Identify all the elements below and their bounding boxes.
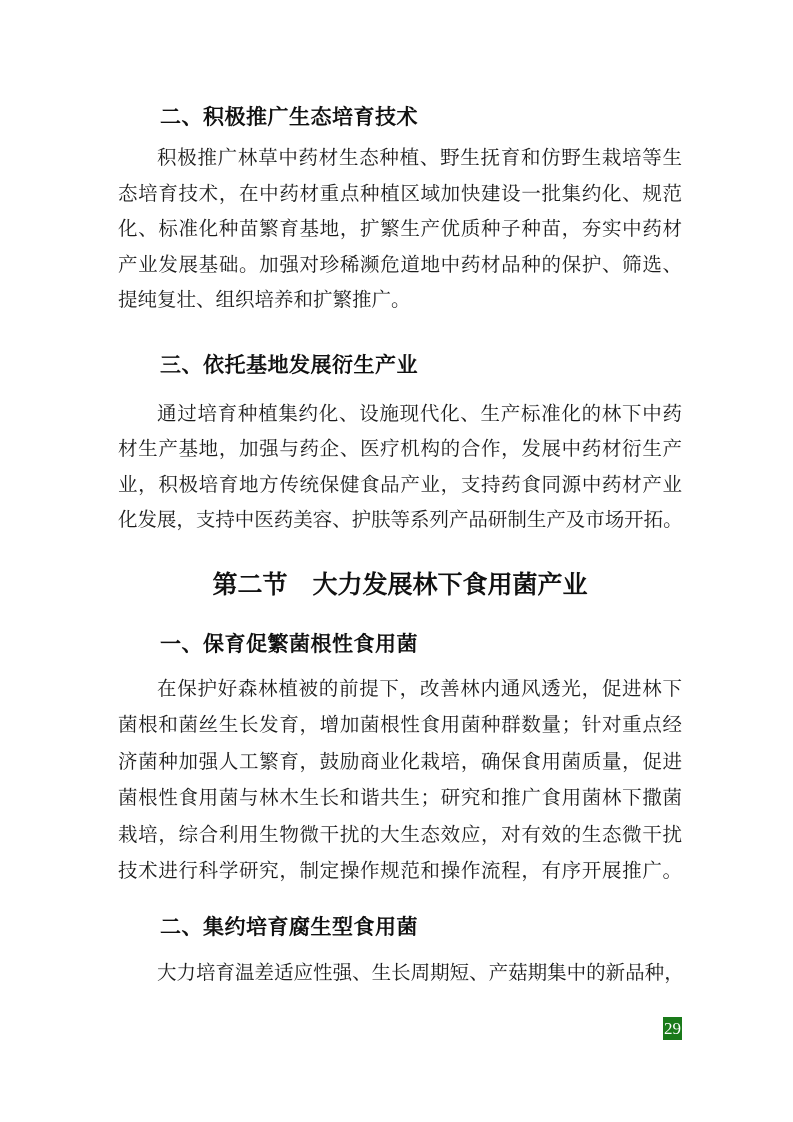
text-line: 技术进行科学研究，制定操作规范和操作流程，有序开展推广。 (118, 861, 682, 882)
text-line: 提纯复壮、组织培养和扩繁推广。 (118, 290, 411, 311)
page-number-badge: 29 (664, 1019, 681, 1038)
page-content (118, 0, 682, 991)
paragraph-ecological-cultivation (118, 141, 682, 319)
paragraph-saprophytic-fungi (118, 956, 682, 992)
paragraph-derivative-industries (118, 397, 682, 539)
text-line: 态培育技术，在中药材重点种植区域加快建设一批集约化、规范 (118, 183, 682, 205)
text-line: 材生产基地，加强与药企、医疗机构的合作，发展中药材衍生产 (118, 439, 682, 460)
section-title-edible-fungi-industry: 第二节 大力发展林下食用菌产业 (212, 571, 588, 599)
text-line: 化发展，支持中医药美容、护肤等系列产品研制生产及市场开拓。 (118, 510, 682, 531)
text-line: 菌根和菌丝生长发育，增加菌根性食用菌种群数量；针对重点经 (118, 715, 682, 736)
text-line: 济菌种加强人工繁育，鼓励商业化栽培，确保食用菌质量，促进 (118, 751, 682, 773)
text-line: 积极推广林草中药材生态种植、野生抚育和仿野生栽培等生 (157, 148, 682, 169)
text-line: 栽培，综合利用生物微干扰的大生态效应，对有效的生态微干扰 (118, 824, 682, 846)
text-line: 产业发展基础。加强对珍稀濒危道地中药材品种的保护、筛选、 (118, 254, 682, 276)
text-line: 在保护好森林植被的前提下，改善林内通风透光，促进林下 (157, 678, 682, 700)
heading-promote-ecological-cultivation: 二、积极推广生态培育技术 (160, 106, 418, 129)
paragraph-mycorrhizal-fungi (118, 672, 682, 891)
text-line: 大力培育温差适应性强、生长周期短、产菇期集中的新品种， (157, 962, 682, 984)
heading-derivative-industries: 三、依托基地发展衍生产业 (160, 353, 418, 377)
heading-mycorrhizal-fungi-conservation: 一、保育促繁菌根性食用菌 (160, 632, 418, 656)
heading-saprophytic-fungi-cultivation: 二、集约培育腐生型食用菌 (160, 915, 418, 939)
text-line: 业，积极培育地方传统保健食品产业，支持药食同源中药材产业 (118, 474, 682, 496)
text-line: 菌根性食用菌与林木生长和谐共生；研究和推广食用菌林下撒菌 (118, 788, 682, 809)
text-line: 化、标准化种苗繁育基地，扩繁生产优质种子种苗，夯实中药材 (118, 219, 682, 240)
text-line: 通过培育种植集约化、设施现代化、生产标准化的林下中药 (157, 403, 682, 425)
